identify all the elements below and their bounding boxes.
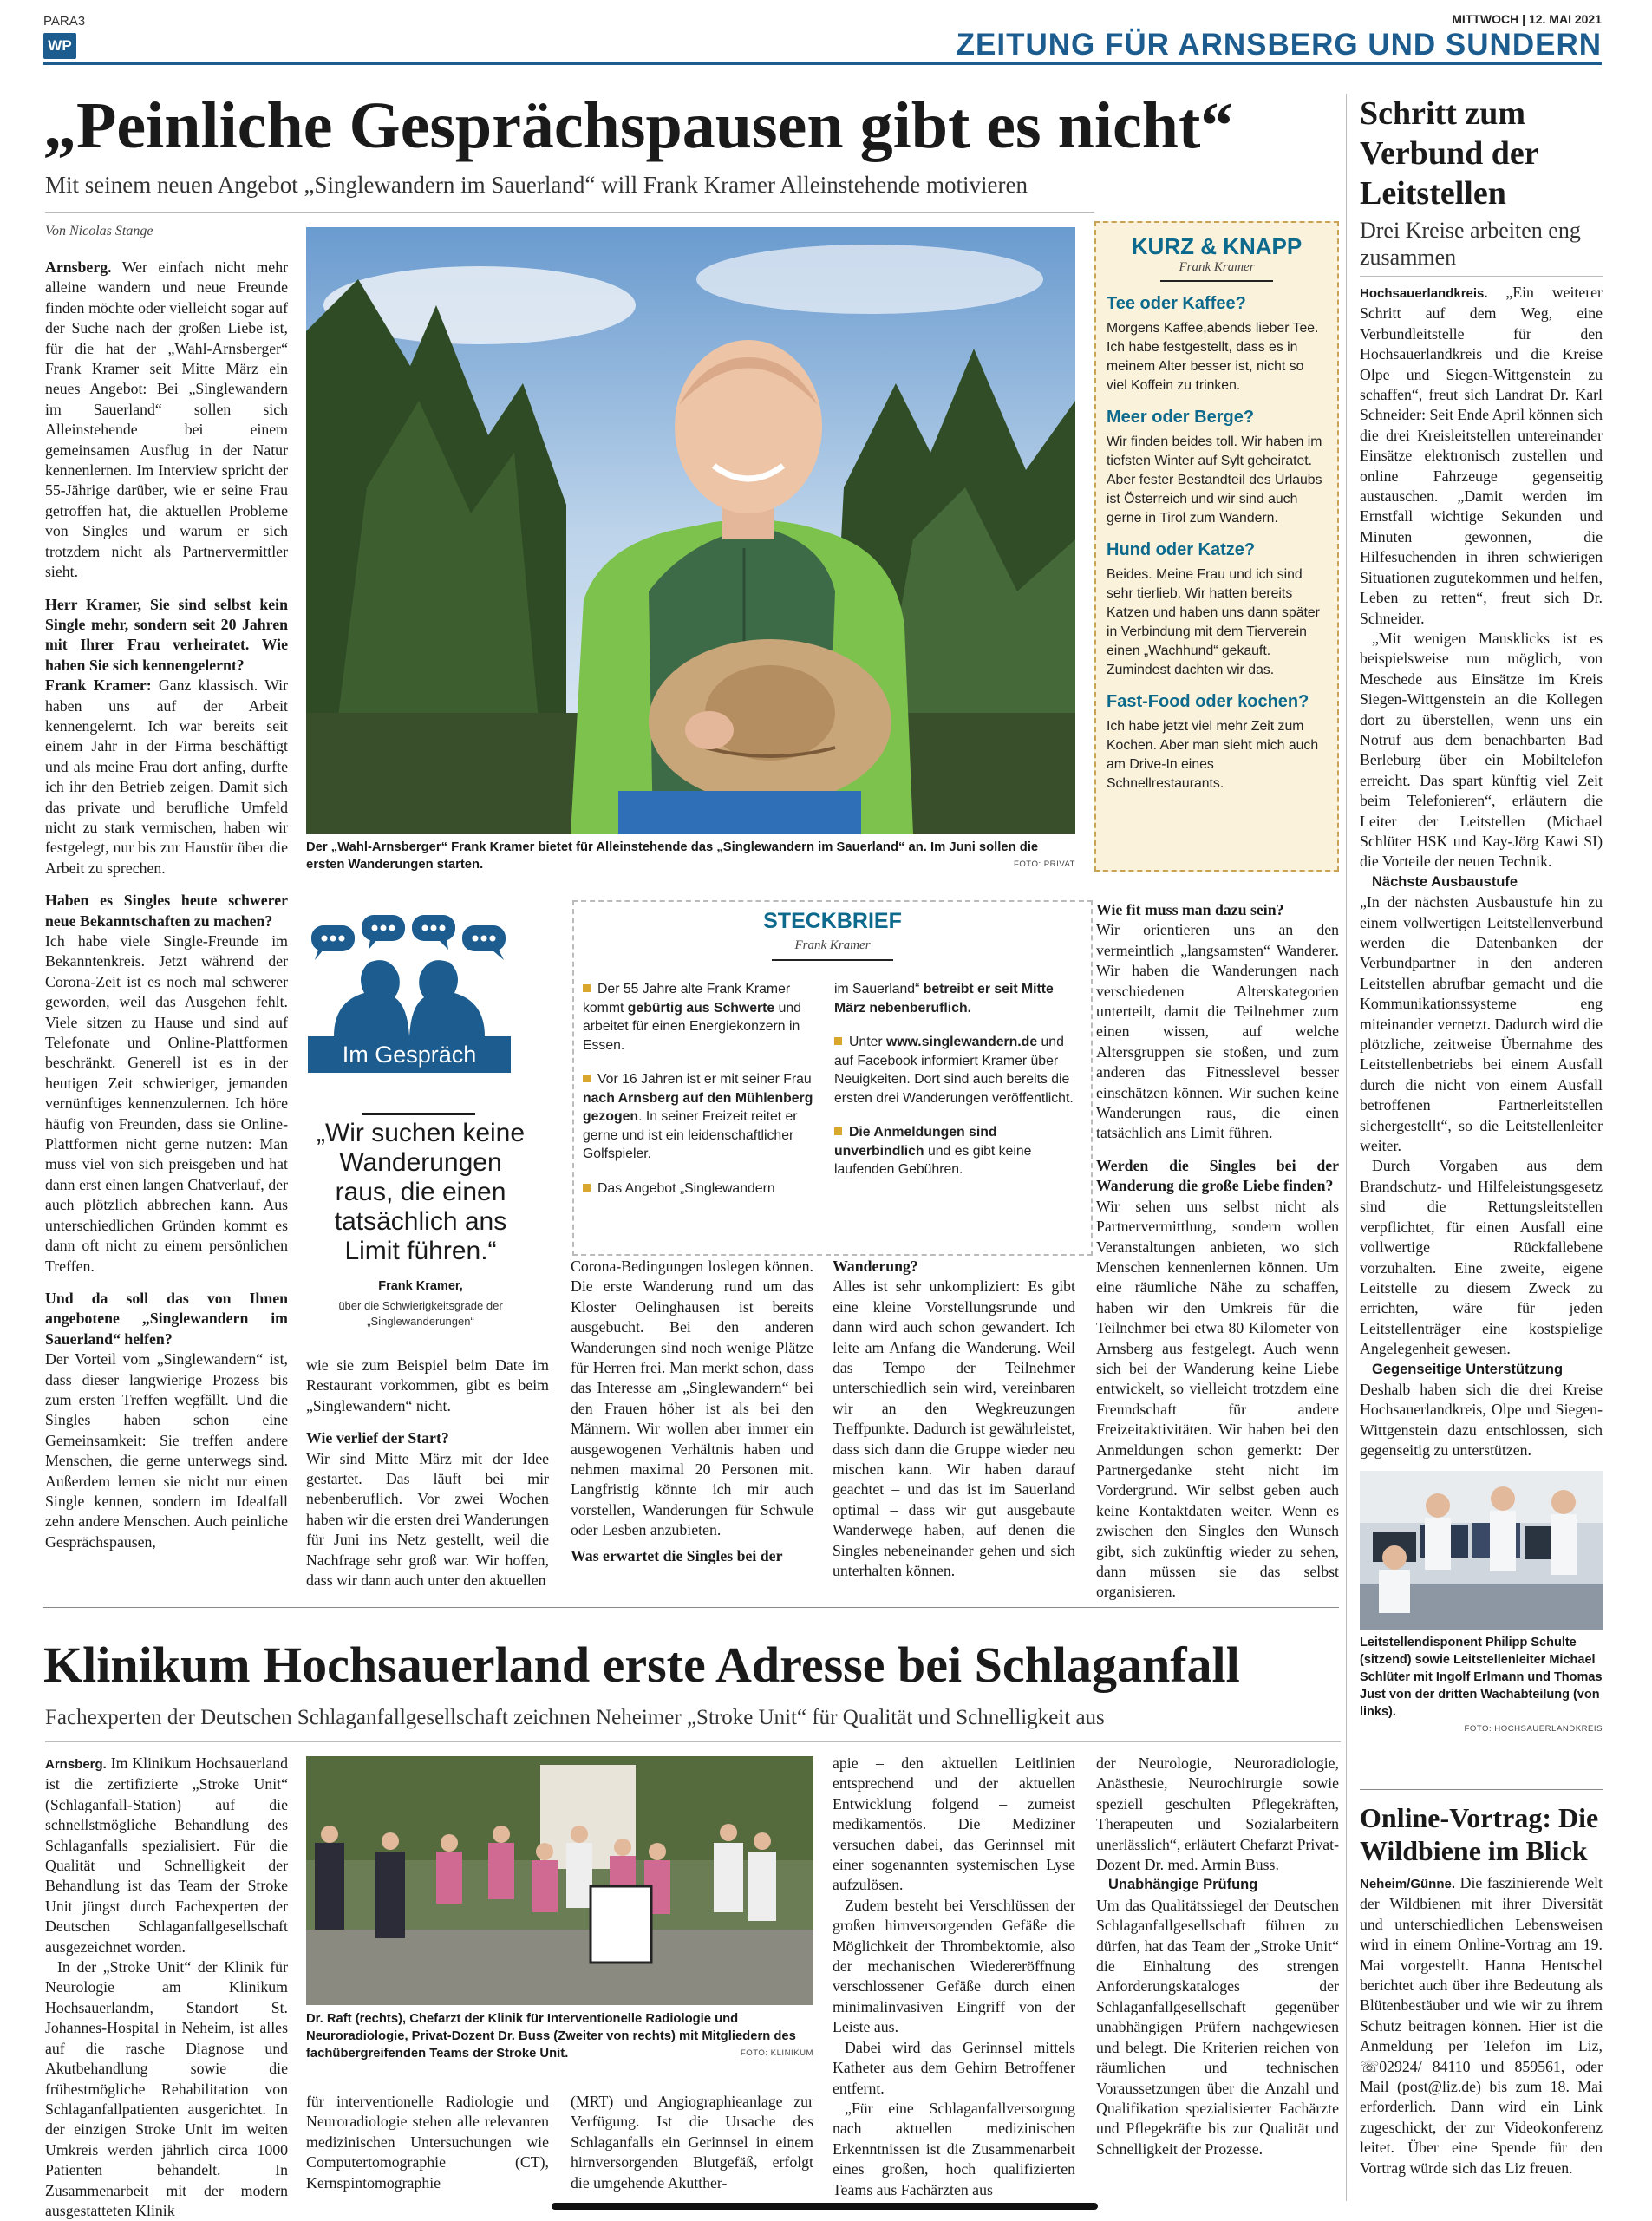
kk-answer-3: Beides. Meine Frau und ich sind sehr tierlieb. Wir hatten bereits Katzen und haben uns dann später in Verbindung mit dem Tierverein einen „Wachhund“ gekauft. Zumindest dachten wir das. (1107, 567, 1320, 677)
col2b-text: wie sie zum Beispiel beim Date im Restaurant vorkommen, gibt es beim „Singlewandern“ nicht. (306, 1356, 549, 1414)
sidebar-photo-credit: FOTO: HOCHSAUERLANDKREIS (1464, 1724, 1603, 1734)
question-4: Wie verlief der Start? (306, 1429, 449, 1447)
klinikum-col-5 (1096, 1754, 1339, 2205)
question-5-end: Wanderung? (833, 1257, 918, 1275)
kk-answer-2: Wir finden beides toll. Wir haben im tiefsten Winter auf Sylt geheiratet. Aber fester Bestandteil des Urlaubs ist Österreich und wir sind auch gerne in Tirol zum Wandern. (1107, 434, 1322, 526)
sidebar-p5: Deshalb haben sich die drei Kreise Hochsauerlandkreis, Olpe und Siegen-Wittgenstein dazu entschlossen, sich gegenseitig zu unterstützen. (1360, 1380, 1603, 1460)
page-label: PARA3 (43, 14, 86, 29)
bullet-icon (583, 984, 591, 992)
main-article-end-rule (43, 1607, 1339, 1608)
kk-question-4: Fast-Food oder kochen? (1107, 692, 1309, 711)
bullet-icon (834, 1127, 842, 1135)
steckbrief-title: STECKBRIEF (763, 909, 902, 933)
wildbiene-body (1360, 1873, 1603, 2203)
sidebar-p3: „In der nächsten Ausbaustufe hin zu einem vollwertigen Leitstellenverbund werden die Datenbanken der Verbundpartner in den anderen Leitstellen abrufbar gemacht und die Kommunikationssysteme eng miteinander vernetzt. Dadurch wird die plötzliche, zeitweise Übernahme des Leitstellenbetriebs bei einem Ausfall durch die nicht von einem Ausfall betroffenen Partnerleitstellen sichergestellt“, so die Leitstellenleiter weiter. (1360, 893, 1603, 1155)
klinikum-sub-rule (45, 1741, 1341, 1742)
klinikum-col4a-text: apie – den aktuellen Leitlinien entsprechend und der aktuellen Entwicklung folgend – zumeist medikamentös. Die Mediziner versuchen dabei, das Gerinnsel mit einer sogenannten systemischen Lyse aufzulösen. (833, 1754, 1075, 1894)
question-7: Werden die Singles bei der Wanderung die große Liebe finden? (1096, 1156, 1339, 1195)
question-6: Wie fit muss man dazu sein? (1096, 901, 1284, 918)
steckbrief-left (583, 980, 821, 1213)
answer-2: Ich habe viele Single-Freunde im Bekanntenkreis. Jetzt während der Corona-Zeit ist es noch mal schwerer geworden, weil das Ausgehen fehlt. Viele sitzen zu Hause und sind auf Telefonate und Online-Plattformen beschränkt. Generell ist es in der heutigen Zeit schwieriger, jemanden vernünftiges kennenzulernen. Ich höre häufig von Freunden, dass sie Online-Plattformen nicht gerne nutzen: Man muss viel von sich preisgeben und hat dann erst einen langen Chatverlauf, der auch plötzlich abbrechen kann. Aus unterschiedlichen Gründen kommt es dann oft nicht zu einem persönlichen Treffen. (45, 932, 288, 1275)
main-photo-caption (306, 839, 1075, 873)
wp-logo (43, 33, 76, 59)
logo-text: WP (48, 37, 72, 54)
sidebar-p4: Durch Vorgaben aus dem Brandschutz- und Hilfeleistungsgesetz sind die Rettungsleitstellen verpflichtet, für einen Ausfall eine vollwertige Rückfallebene vorzuhalten. Eine zweite, eigene Leitstelle zu diesem Zweck zu errichten, wäre für jeden Leitstellenträger eine kostspielige Angelegenheit gewesen. (1360, 1157, 1603, 1358)
sidebar-photo (1360, 1471, 1603, 1630)
klinikum-photo-caption (306, 2010, 813, 2062)
im-gespraech-label: Im Gespräch (308, 1036, 511, 1073)
kurz-knapp-subtitle: Frank Kramer (1179, 260, 1255, 274)
question-1: Herr Kramer, Sie sind selbst kein Single mehr, sondern seit 20 Jahren mit Ihrer Frau verheiratet. Wie haben Sie sich kennengelernt? (45, 595, 288, 674)
sidebar-subheadline: Drei Kreise arbeiten eng zusammen (1360, 218, 1581, 270)
kk-answer-4: Ich habe jetzt viel mehr Zeit zum Kochen. Aber man sieht mich auch am Drive-In eines Schnellrestaurants. (1107, 719, 1319, 791)
sidebar-subhead-2: Nächste Ausbaustufe (1372, 873, 1518, 890)
klinikum-headline: Klinikum Hochsauerland erste Adresse bei Schlaganfall (43, 1636, 1240, 1693)
klinikum-photo-credit: FOTO: KLINIKUM (740, 2048, 813, 2058)
photo-control-room (1360, 1471, 1603, 1630)
sidebar-end-rule (1360, 1789, 1603, 1790)
wildbiene-place: Neheim/Günne. (1360, 1877, 1456, 1891)
answer-4: Wir sind Mitte März mit der Idee gestartet. Das läuft bei mir nebenberuflich. Vor zwei Wochen haben wir die ersten drei Wanderungen für Juni ins Netz gestellt, weil die Nachfrage sehr groß war. Wir hoffen, dass wir dann auch unter den aktuellen (306, 1449, 549, 1590)
pull-quote: „Wir suchen keine Wanderungen raus, die einen tatsächlich ans Limit führen.“ (316, 1119, 526, 1265)
klinikum-col1b-text: In der „Stroke Unit“ der Klinik für Neurologie am Klinikum Hochsauerlandm, Standort St. Johannes-Hospital in Neheim, ist alles auf die rasche Diagnose und Akutbehandlung sowie die frühestmögliche Rehabilitation von Schlaganfallpatienten ausgerichtet. In der einzigen Stroke Unit im weiten Umkreis werden jährlich circa 1000 Patienten behandelt. In Zusammenarbeit mit der modern ausgestatteten Klinik (45, 1958, 288, 2219)
bullet-icon (583, 1075, 591, 1082)
klinikum-col4c-text: Dabei wird das Gerinnsel mittels Katheter aus dem Gehirn Betroffener entfernt. (833, 2038, 1075, 2097)
main-photo (306, 227, 1075, 834)
klinikum-col3-text: (MRT) und Angiographieanlage zur Verfügung. Ist die Ursache des Schlaganfalls ein Gerinnsel in einem hirnversorgenden Blutgefäß, erfolgt die umgehende Akutther- (571, 2093, 813, 2192)
sidebar-p2: „Mit wenigen Mausklicks ist es beispielsweise nun möglich, von Meschede aus Einsätze im Kreis Siegen-Wittgenstein an die Kollegen dort zu überstellen, wenn uns ein Notruf aus dem benachbarten Bad Berleburg über ein Mobiltelefon erreicht. Das spart künftig viel Zeit beim Telefonieren“, erläutern die Leiter der Leitstellen (Michael Schlüter HSK und Kay-Jörg Kawi SI) die Vorteile der neuen Technik. (1360, 629, 1603, 871)
intro-place: Arnsberg. (45, 258, 112, 276)
answer-3: Der Vorteil vom „Singlewandern“ ist, dass dieser langwierige Prozess bis zum ersten Treffen wegfällt. Und die Singles haben schon eine Gemeinsamkeit: Sie treffen andere Menschen, die gerne unterwegs sind. Außerdem lernen sie nicht nur einen Single kennen, sondern im Idealfall zehn andere Menschen. Auch peinliche Gesprächspausen, (45, 1350, 288, 1551)
byline: Von Nicolas Stange (45, 224, 153, 238)
steckbrief-right (834, 980, 1081, 1195)
sidebar-body (1360, 283, 1603, 1467)
kurz-knapp-box (1094, 221, 1339, 872)
answer-7: Wir sehen uns selbst nicht als Partnervermittlung, sondern wollen Veranstaltungen anbieten, wo sich Menschen kennenlernen können. Um eine räumliche Nähe zu schaffen, haben wir den Umkreis für die Teilnehmer bei etwa 80 Kilometer von Arnsberg aus festgelegt. Auch wenn sich bei der Wanderung keine Liebe entwickelt, so vielleicht trotzdem eine Freundschaft für andere Freizeitaktivitäten. Wir haben bei den Anmeldungen schon gemerkt: Der Partnergedanke steht nicht im Vordergrund. Wir selbst geben auch keine Kontaktdaten weiter. Wenn es zwischen den Singles den Wunsch gibt, sich zukünftig wieder zu sehen, dann müssen sie das selbst organisieren. (1096, 1197, 1339, 1601)
steckbrief-subtitle: Frank Kramer (794, 938, 871, 952)
main-col-4b (833, 1257, 1075, 1599)
pull-quote-author: Frank Kramer, (378, 1279, 463, 1293)
main-col-divider (1346, 94, 1347, 2201)
speech-bubbles-icon (308, 906, 511, 1036)
main-col-3b (571, 1257, 813, 1599)
klinikum-col4b-text: Zudem besteht bei Verschlüssen der großen hirnversorgenden Gefäße die Möglichkeit der Thrombektomie, also der mechanischen Wiedereröffnung verschlossener Gefäße durch einen minimalinvasiven Eingriff von der Leiste aus. (833, 1896, 1075, 2036)
answer-1-name: Frank Kramer: (45, 676, 152, 695)
klinikum-col-4 (833, 1754, 1075, 2205)
klinikum-col-1 (45, 1754, 288, 2219)
main-col-1 (45, 258, 288, 1593)
question-2: Haben es Singles heute schwerer neue Bekanntschaften zu machen? (45, 892, 288, 930)
klinikum-subheadline: Fachexperten der Deutschen Schlaganfallgesellschaft zeichnen Neheimer „Stroke Unit“ für Qualität und Schnelligkeit aus (45, 1706, 1105, 1729)
im-gespraech-graphic (308, 906, 511, 1073)
klinikum-photo-caption-text: Dr. Raft (rechts), Chefarzt der Klinik für Interventionelle Radiologie und Neuroradiologie, Privat-Dozent Dr. Buss (Zweiter von rechts) mit Mitgliedern des fachübergreifenden Teams der Stroke Unit. (306, 2012, 796, 2061)
kk-question-3: Hund oder Katze? (1107, 540, 1256, 559)
scroll-indicator[interactable] (552, 2203, 1098, 2210)
main-col-5 (1096, 900, 1339, 1601)
main-col-2b (306, 1355, 549, 1598)
bullet-icon (834, 1037, 842, 1045)
kk-question-1: Tee oder Kaffee? (1107, 294, 1246, 313)
bullet-icon (583, 1184, 591, 1192)
answer-6: Wir orientieren uns an den vermeintlich „langsamsten“ Wanderer. Wir haben die Wanderungen nach verschiedenen Alterskategorien unterteilt, damit die Teilnehmer zum einen wissen, auf welche Altersgruppen sie stoßen, und zum anderen das Fitnesslevel besser einschätzen können. Wir suchen keine Wanderungen raus, die einen tatsächlich ans Limit führen. (1096, 921, 1339, 1142)
question-5: Was erwartet die Singles bei der (571, 1546, 783, 1564)
answer-5: Alles ist sehr unkompliziert: Es gibt eine kleine Vorstellungsrunde und dann wird auch schon gewandert. Ich leite am Anfang die Wanderung. Weil das Tempo der Teilnehmer unterschiedlich sein wird, vereinbaren wir an den Wegkreuzungen Treffpunkte. Dadurch ist gewährleistet, dass sich dann die Gruppe wieder neu mischen kann. Wir haben darauf geachtet – und das ist im Sauerland optimal – dass wir gut ausgebaute Wanderwege haben, auf denen die Singles nebeneinander gehen und sich unterhalten können. (833, 1277, 1075, 1580)
kurz-knapp-rule (1160, 280, 1273, 282)
byline-rule (45, 212, 1094, 213)
klinikum-col-2 (306, 2092, 549, 2205)
steckbrief-item: Das Angebot „Singlewandern (583, 1179, 821, 1199)
klinikum-place: Arnsberg. (45, 1757, 107, 1772)
klinikum-col1-text: Im Klinikum Hochsauerland ist die zertifizierte „Stroke Unit“ (Schlaganfall-Station) auf die schnellstmögliche Behandlung des Schlaganfalls spezialisiert. Für die Qualität und Schnelligkeit der Behandlung ist das Team der Stroke Unit jüngst durch Fachexperten der Deutschen Schlaganfallgesellschaft ausgezeichnet worden. (45, 1754, 288, 1956)
sidebar-photo-caption-text: Leitstellendisponent Philipp Schulte (sitzend) sowie Leitstellenleiter Michael Schlüter mit Ingolf Erlmann und Thomas Just von der dritten Wachabteilung (von links). (1360, 1636, 1603, 1719)
steckbrief-item: Unter www.singlewandern.de und auf Facebook informiert Kramer über Neuigkeiten. Dort sind auch bereits die ersten drei Wanderungen veröffentlicht. (834, 1035, 1074, 1106)
sidebar-headline: Schritt zum Verbund der Leitstellen (1360, 95, 1538, 212)
klinikum-col4d-text: „Für eine Schlaganfallversorgung nach aktuellen medizinischen Erkenntnissen ist die Zusammenarbeit eines großen, hoch qualifizierten Teams aus Fachärzten aus (833, 2099, 1075, 2198)
wildbiene-text: Die faszinierende Welt der Wildbienen mit ihrer Diversität und unterschiedlichen Lebensweisen wird in einem Online-Vortrag am 19. Mai vorgestellt. Hanna Hentschel berichtet auch über ihre Bedeutung als Blütenbestäuber und wie wir zu ihrem Schutz beitragen können. Hier ist die Anmeldung per Telefon im Liz, ☏02924/ 84110 und 859561, oder Mail (post@liz.de) bis zum 18. Mai erforderlich. Dann wird ein Link zugeschickt, der zur Videokonferenz leitet. Über eine Spende für den Vortrag würde sich das Liz freuen. (1360, 1874, 1603, 2177)
sidebar-photo-caption (1360, 1634, 1603, 1738)
col3b-text: Corona-Bedingungen loslegen können. Die erste Wanderung rund um das Kloster Oelinghausen ist bereits ausgebucht. Bei den anderen Wanderungen sind noch wenige Plätze für Herren frei. Man merkt schon, dass das Interesse am „Singlewandern“ bei den Frauen höher ist als bei den Männern. Wir wollen aber immer ein ausgewogenen Verhältnis haben und nehmen maximal 20 Personen mit. Langfristig könnte ich mir auch vorstellen, Wanderungen für Schwule oder Lesben anzubieten. (571, 1257, 813, 1539)
photo-man-with-hat (306, 227, 1075, 834)
photo-stroke-unit-team (306, 1756, 813, 2005)
klinikum-col-3 (571, 2092, 813, 2205)
kk-answer-1: Morgens Kaffee,abends lieber Tee. Ich habe festgestellt, dass es in meinem Alter besser ist, nicht so viel Koffein zu trinken. (1107, 321, 1319, 393)
klinikum-subhead: Unabhängige Prüfung (1108, 1877, 1258, 1893)
header-rule (43, 62, 1602, 65)
main-subheadline: Mit seinem neuen Angebot „Singlewandern im Sauerland“ will Frank Kramer Alleinstehende motivieren (45, 172, 1028, 198)
klinikum-photo (306, 1756, 813, 2005)
steckbrief-item-cont: im Sauerland“ betreibt er seit Mitte März nebenberuflich. (834, 982, 1054, 1016)
pull-quote-role: über die Schwierigkeitsgrade der „Singlewanderungen“ (338, 1299, 503, 1328)
question-3: Und da soll das von Ihnen angebotene „Singlewandern im Sauerland“ helfen? (45, 1289, 288, 1348)
klinikum-col2-text: für interventionelle Radiologie und Neuroradiologie stehen alle relevanten medizinischen Untersuchungen wie Computertomographie (CT), Kernspintomographie (306, 2093, 549, 2192)
steckbrief-item: Die Anmeldungen sind unverbindlich und es gibt keine laufenden Gebühren. (834, 1125, 1032, 1177)
pull-quote-rule (362, 1113, 475, 1115)
kk-question-2: Meer oder Berge? (1107, 408, 1255, 427)
answer-1: Ganz klassisch. Wir haben uns auf der Arbeit kennengelernt. Ich war bereits seit einem Jahr in der Firma beschäftigt und als meine Frau dort anfing, durfte ich ihr den Betrieb zeigen. Damit sich das private und berufliche Umfeld nicht zu stark vermischen, haben wir festgelegt, nur bis zur Haustür über die Arbeit zu sprechen. (45, 676, 288, 877)
main-photo-caption-text: Der „Wahl-Arnsberger“ Frank Kramer bietet für Alleinstehende das „Singlewandern im Sauerland“ an. Im Juni sollen die ersten Wanderungen starten. (306, 840, 1039, 872)
sidebar-sub-rule (1360, 276, 1603, 277)
main-photo-credit: FOTO: PRIVAT (1013, 859, 1075, 869)
date-line: MITTWOCH | 12. MAI 2021 (1452, 12, 1602, 26)
klinikum-col5a-text: der Neurologie, Neuroradiologie, Anästhesie, Neurochirurgie sowie speziell geschulten Pflegekräften, Therapeuten und Sozialarbeitern unerlässlich“, erläutert Chefarzt Privat-Dozent Dr. med. Armin Buss. (1096, 1754, 1339, 1874)
wildbiene-headline: Online-Vortrag: Die Wildbiene im Blick (1360, 1802, 1599, 1866)
steckbrief-item: Der 55 Jahre alte Frank Kramer kommt gebürtig aus Schwerte und arbeitet für einen Energiekonzern in Essen. (583, 982, 801, 1053)
klinikum-col5b-text: Um das Qualitätssiegel der Deutschen Schlaganfallgesellschaft führen zu dürfen, hat das Team der „Stroke Unit“ die Einhaltung des strengen Anforderungskataloges der Schlaganfallgesellschaft gegenüber unabhängigen Prüfern nachgewiesen und belegt. Die Kriterien reichen von räumlichen und technischen Voraussetzungen über die Anzahl und Qualifikation spezialisierter Fachärzte und Pflegekräfte bis zur Qualität und Schnelligkeit der Prozesse. (1096, 1896, 1339, 2158)
sidebar-place: Hochsauerlandkreis. (1360, 286, 1488, 301)
sidebar-p1: „Ein weiterer Schritt auf dem Weg, eine Verbundleitstelle für den Hochsauerlandkreis und die Kreise Olpe und Siegen-Wittgenstein zu schaffen“, freut sich Landrat Dr. Karl Schneider: Seit Ende April können sich die drei Kreisleitstellen untereinander Einsätze elektronisch zustellen und online Fahrzeuge gegenseitig austauschen. „Damit werden im Ernstfall wichtige Sekunden und Minuten gewonnen, die Hilfesuchenden in ihren schwierigen Situationen zugutekommen und helfen, Leben zu retten“, freut sich Dr. Schneider. (1360, 284, 1603, 627)
steckbrief-box (572, 900, 1093, 1256)
main-headline: „Peinliche Gesprächspausen gibt es nicht“ (43, 89, 1234, 162)
intro-text: Wer einfach nicht mehr alleine wandern und neue Freunde finden möchte oder vielleicht sogar auf der Suche nach der großen Liebe ist, für die hat der „Wahl-Arnsberger“ Frank Kramer seit Mitte März ein neues Angebot: Bei „Singlewandern im Sauerland“ sollen sich Alleinstehende bei einem gemeinsamen Ausflug in der Natur kennenlernen. Im Interview spricht der 55-Jährige darüber, wie er seine Frau getroffen hat, die aktuellen Probleme von Singles und warum er sich trotzdem nicht als Partnervermittler sieht. (45, 258, 289, 581)
edition-title: ZEITUNG FÜR ARNSBERG UND SUNDERN (956, 28, 1602, 62)
sidebar-subhead-3: Gegenseitige Unterstützung (1372, 1361, 1564, 1377)
steckbrief-title-rule (772, 959, 893, 961)
steckbrief-item: Vor 16 Jahren ist er mit seiner Frau nach Arnsberg auf den Mühlenberg gezogen. In seiner Freizeit reitet er gerne und ist ein leidenschaftlicher Golfspieler. (583, 1072, 813, 1161)
kurz-knapp-title: KURZ & KNAPP (1131, 233, 1303, 259)
